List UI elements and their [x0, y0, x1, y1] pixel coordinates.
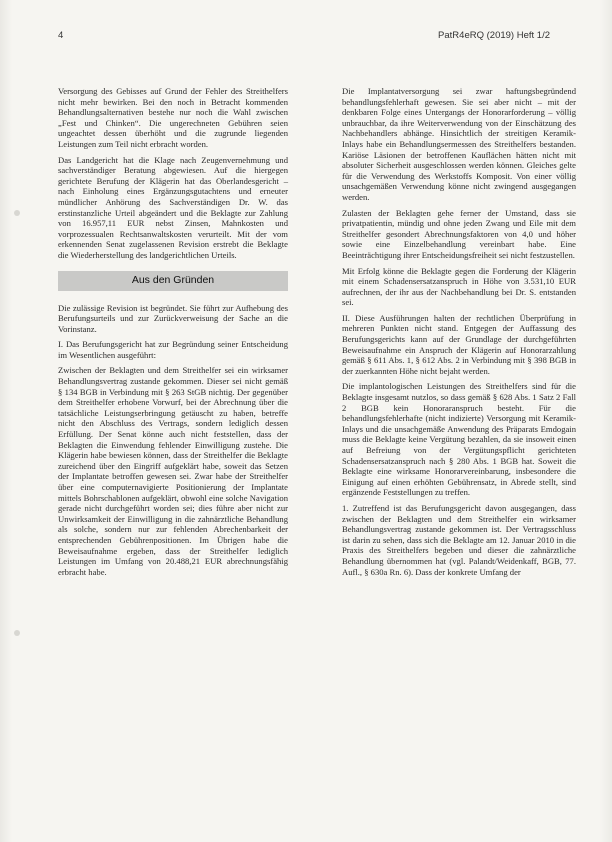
- paragraph: Die implantologischen Leistungen des Streithelfers sind für die Beklagte insgesamt nutzlos, so dass gemäß § 628 Abs. 1 Satz 2 Fall 2 BGB kein Honoraranspruch besteht. Für die behandlungsfehlerhafte (nicht indizierte) Versorgung mit Keramik-Inlays und die unsachgemäße Anwendung des Präparats Emdogain muss die Beklagte keine Vergütung bezahlen, da sie insoweit einen auf Befreiung von der Vergütungspflicht gerichteten Schadensersatzanspruch nach § 280 Abs. 1 BGB hat. Soweit die Beklagte eine wirksame Honorarvereinbarung, insbesondere die Einigung auf einen erhöhten Gebührensatz, in Abrede stellt, sind ergänzende Feststellungen zu treffen.: [342, 381, 576, 498]
- left-column: [58, 86, 288, 582]
- journal-citation: PatR4eRQ (2019) Heft 1/2: [438, 30, 550, 41]
- paragraph: Versorgung des Gebisses auf Grund der Fehler des Streithelfers nicht mehr bewirken. Bei den noch in Betracht kommenden Behandlungsalternativen bestehe nur noch die Wahl zwischen „Fest und Chinken“. Die ungerechneten Gebühren seien ungeachtet dessen überhöht und die zugrunde liegenden Leistungen zum Teil nicht erbracht worden.: [58, 86, 288, 149]
- paragraph: Die zulässige Revision ist begründet. Sie führt zur Aufhebung des Berufungsurteils und zur Zurückverweisung der Sache an die Vorinstanz.: [58, 302, 288, 334]
- paragraph: Das Landgericht hat die Klage nach Zeugenvernehmung und sachverständiger Beratung abgewiesen. Auf die hiergegen gerichtete Berufung der Klägerin hat das Oberlandesgericht – nach Einholung eines Ergänzungsgutachtens und erneuter mündlicher Anhörung des Sachverständigen Dr. W. das erstinstanzliche Urteil abgeändert und die Beklagte zur Zahlung von 16.957,11 EUR nebst Zinsen, Mahnkosten und vorprozessualen Rechtsanwaltskosten verurteilt. Mit der vom erkennenden Senat zugelassenen Revision erstrebt die Beklagte die Wiederherstellung des landgerichtlichen Urteils.: [58, 154, 288, 260]
- section-heading-text: Aus den Gründen: [131, 274, 215, 287]
- paragraph: Mit Erfolg könne die Beklagte gegen die Forderung der Klägerin mit einem Schadensersatzanspruch in Höhe von 3.531,10 EUR aufrechnen, der ihr aus der Nachbehandlung bei Dr. S. entstanden sei.: [342, 265, 576, 308]
- paragraph: Zwischen der Beklagten und dem Streithelfer sei ein wirksamer Behandlungsvertrag zustande gekommen. Dieser sei nicht gemäß § 134 BGB in Verbindung mit § 263 StGB nichtig. Der gegenüber dem Streithelfer erhobene Vorwurf, bei der Abrechnung über die tatsächliche Leistungserbringung getäuscht zu haben, betreffe nicht den Abschluss des Vertrags, sondern lediglich dessen Erfüllung. Der Senat könne auch nicht feststellen, dass der Beklagten die Einwendung fehlender Einwilligung zustehe. Die Klägerin habe bewiesen können, dass der Streithelfer die Beklagte zureichend über den Eingriff aufgeklärt habe, soweit das Setzen der Implantate betroffen gewesen sei. Zwar habe der Streithelfer über eine computernavigierte Positionierung der Implantate mittels Bohrschablonen aufgeklärt, obwohl eine solche Navigation gerade nicht durchgeführt worden sei; dies führe aber nicht zur Unwirksamkeit der Einwilligung in die zahnärztliche Behandlung als solche, sondern nur zur fehlenden Abrechenbarkeit der entsprechenden Gebührenpositionen. Im Übrigen habe die Beweisaufnahme ergeben, dass der Streithelfer lediglich Leistungen im Umfang von 20.488,21 EUR abrechnungsfähig erbracht habe.: [58, 365, 288, 577]
- page-number: 4: [58, 30, 64, 41]
- paragraph: II. Diese Ausführungen halten der rechtlichen Überprüfung in mehreren Punkten nicht stand. Entgegen der Auffassung des Berufungsgerichts kann auf der Grundlage der durchgeführten Beweisaufnahme ein Anspruch der Klägerin auf Honorarzahlung gemäß § 611 Abs. 1, § 612 Abs. 2 in Verbindung mit § 398 BGB in der zuerkannten Höhe nicht bejaht werden.: [342, 312, 576, 376]
- paragraph: 1. Zutreffend ist das Berufungsgericht davon ausgegangen, dass zwischen der Beklagten und dem Streithelfer ein wirksamer Behandlungsvertrag zustande gekommen ist. Der Vertragsschluss ist darin zu sehen, dass sich die Beklagte am 12. Januar 2010 in die Praxis des Streithelfers begeben und dieser die zahnärztliche Behandlung übernommen hat (vgl. Palandt/Weidenkaff, BGB, 77. Aufl., § 630a Rn. 6). Dass der konkrete Umfang der: [342, 502, 576, 577]
- page-header: [58, 30, 550, 44]
- paragraph: Die Implantatversorgung sei zwar haftungsbegründend behandlungsfehlerhaft gewesen. Sie sei aber nicht – mit der denkbaren Folge eines Untergangs der Honorarforderung – völlig unbrauchbar, da ihre Weiterverwendung von der Einschätzung des Nachbehandlers abhänge. Hinsichtlich der streitigen Keramik-Inlays habe ein Behandlungsermessen des Streithelfers bestanden. Kariöse Läsionen der betroffenen Kauflächen hätten nicht mit absoluter Sicherheit ausgeschlossen werden können. Gleiches gelte für die Verwendung des Werkstoffs Komposit. Von einer völlig unsachgemäßen Verwendung könne nicht zwingend ausgegangen werden.: [342, 86, 576, 202]
- punch-hole: [14, 210, 20, 216]
- punch-hole: [14, 630, 20, 636]
- right-column: [342, 86, 576, 582]
- section-heading: [58, 271, 288, 291]
- paragraph: Zulasten der Beklagten gehe ferner der Umstand, dass sie privatpatientin, mündig und ohne jeden Zwang und Eile mit dem Streithelfer gesondert Abrechnungsfaktoren von 4,0 und höher sowie eine Einzelbehandlung vereinbart habe. Eine Beeinträchtigung ihrer Entscheidungsfreiheit sei nicht festzustellen.: [342, 207, 576, 260]
- paragraph: I. Das Berufungsgericht hat zur Begründung seiner Entscheidung im Wesentlichen ausgeführt:: [58, 339, 288, 360]
